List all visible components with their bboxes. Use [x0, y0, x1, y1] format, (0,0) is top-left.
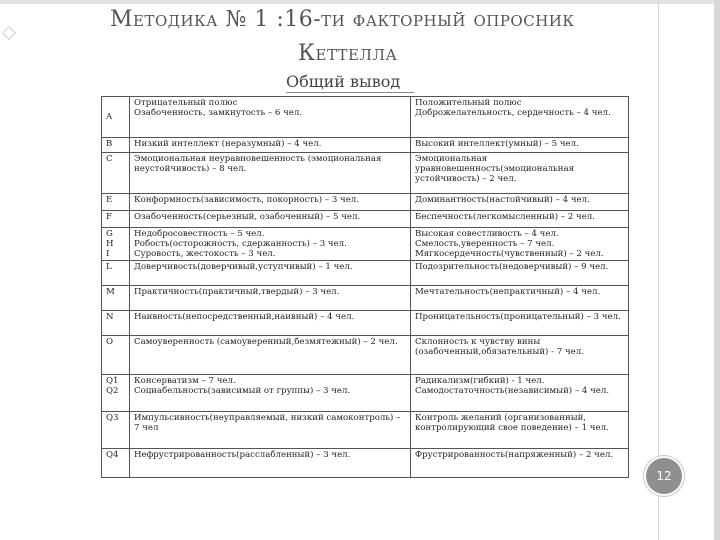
- table-row: [102, 261, 629, 286]
- negative-value: Суровость, жестокость – 3 чел.: [134, 249, 276, 259]
- table-row: [102, 412, 629, 449]
- positive-cell: Беспечность(легкомысленный) – 2 чел.: [411, 211, 629, 228]
- negative-cell: Наивность(непосредственный,наивный) – 4 чел.: [130, 311, 411, 336]
- factor-cell: M: [102, 286, 130, 311]
- table-row: [102, 97, 629, 138]
- factor-cell: E: [102, 194, 130, 211]
- factor-label: Q1: [106, 376, 119, 386]
- factor-cell: [102, 228, 130, 261]
- negative-cell: [130, 228, 411, 261]
- negative-cell: Нефрустрированность(расслабленный) – 3 чел.: [130, 449, 411, 478]
- factor-cell: C: [102, 153, 130, 194]
- factor-cell: F: [102, 211, 130, 228]
- factor-label: I: [106, 249, 110, 259]
- positive-value: Радикализм(гибкий) - 1 чел.: [415, 376, 545, 386]
- positive-cell: Фрустрированность(напряженный) – 2 чел.: [411, 449, 629, 478]
- negative-header: Отрицательный полюс: [134, 98, 238, 108]
- factor-cell: N: [102, 311, 130, 336]
- factor-label: G: [106, 229, 113, 239]
- negative-cell: Доверчивость(доверчивый,уступчивый) – 1 чел.: [130, 261, 411, 286]
- table-row: [102, 228, 629, 261]
- slide-top-border: [0, 0, 720, 4]
- positive-value: Высокая совестливость – 4 чел.: [415, 229, 559, 239]
- positive-cell: Мечтательность(непрактичный) – 4 чел.: [411, 286, 629, 311]
- factor-cell: L: [102, 261, 130, 286]
- negative-cell: Практичность(практичный,твердый) – 3 чел.: [130, 286, 411, 311]
- negative-cell: Озабоченность(серьезный, озабоченный) – 5 чел.: [130, 211, 411, 228]
- negative-value: Социабельность(зависимый от группы) – 3 чел.: [134, 386, 351, 396]
- slide-right-border: [714, 0, 720, 540]
- positive-value: Смелость,уверенность – 7 чел.: [415, 239, 555, 249]
- slide-title: [110, 6, 630, 68]
- decorative-diamond-icon: [2, 26, 16, 40]
- table-row: [102, 194, 629, 211]
- factor-cell: Q4: [102, 449, 130, 478]
- table-row: [102, 211, 629, 228]
- positive-cell: Контроль желаний (организованный, контролирующий свое поведение) – 1 чел.: [411, 412, 629, 449]
- factor-label: H: [106, 239, 114, 249]
- table-row: [102, 336, 629, 375]
- positive-value: Самодостаточность(независимый) – 4 чел.: [415, 386, 610, 396]
- table-row: [102, 375, 629, 412]
- factor-cell: Q3: [102, 412, 130, 449]
- negative-cell: Эмоциональная неуравновешенность (эмоциональная неустойчивость) – 8 чел.: [130, 153, 411, 194]
- positive-cell: Эмоциональная уравновешенность(эмоциональная устойчивость) – 2 чел.: [411, 153, 629, 194]
- factor-results-table: [101, 96, 629, 478]
- factor-label: Q2: [106, 386, 119, 396]
- table-row: [102, 449, 629, 478]
- positive-cell: Высокий интеллект(умный) – 5 чел.: [411, 138, 629, 153]
- negative-value: Недобросовестность – 5 чел.: [134, 229, 265, 239]
- positive-header: Положительный полюс: [415, 98, 522, 108]
- subtitle-underline: [286, 92, 414, 93]
- negative-cell: Конформность(зависимость, покорность) – 3 чел.: [130, 194, 411, 211]
- positive-value: Мягкосердечность(чувственный) – 2 чел.: [415, 249, 604, 259]
- positive-cell: Доминантность(настойчивый) – 4 чел.: [411, 194, 629, 211]
- positive-cell: [411, 228, 629, 261]
- negative-value: Озабоченность, замкнутость – 6 чел.: [134, 108, 303, 118]
- positive-cell: Склонность к чувству вины (озабоченный,обязательный) - 7 чел.: [411, 336, 629, 375]
- table-row: [102, 153, 629, 194]
- negative-cell: Самоуверенность (самоуверенный,безмятежный) – 2 чел.: [130, 336, 411, 375]
- negative-cell: Низкий интеллект (неразумный) – 4 чел.: [130, 138, 411, 153]
- negative-cell: Импульсивность(неуправляемый, низкий самоконтроль) – 7 чел: [130, 412, 411, 449]
- positive-value: Доброжелательность, сердечность – 4 чел.: [415, 108, 611, 118]
- negative-cell: [130, 375, 411, 412]
- positive-cell: Проницательность(проницательный) – 3 чел.: [411, 311, 629, 336]
- positive-cell: [411, 97, 629, 138]
- factor-cell: B: [102, 138, 130, 153]
- positive-cell: [411, 375, 629, 412]
- factor-cell: A: [102, 97, 130, 138]
- negative-cell: [130, 97, 411, 138]
- negative-value: Консерватизм – 7 чел.: [134, 376, 236, 386]
- page-number-badge: 12: [644, 456, 684, 496]
- negative-value: Робость(осторожность, сдержанность) – 3 чел.: [134, 239, 347, 249]
- factor-cell: [102, 375, 130, 412]
- table-row: [102, 138, 629, 153]
- title-line-1: Методика № 1 :16-ти факторный опросник: [110, 7, 575, 32]
- table-row: [102, 311, 629, 336]
- title-line-2: Кеттелла: [298, 41, 398, 66]
- section-subtitle: Общий вывод: [286, 72, 401, 91]
- factor-cell: O: [102, 336, 130, 375]
- table-row: [102, 286, 629, 311]
- positive-cell: Подозрительность(недоверчивый) – 9 чел.: [411, 261, 629, 286]
